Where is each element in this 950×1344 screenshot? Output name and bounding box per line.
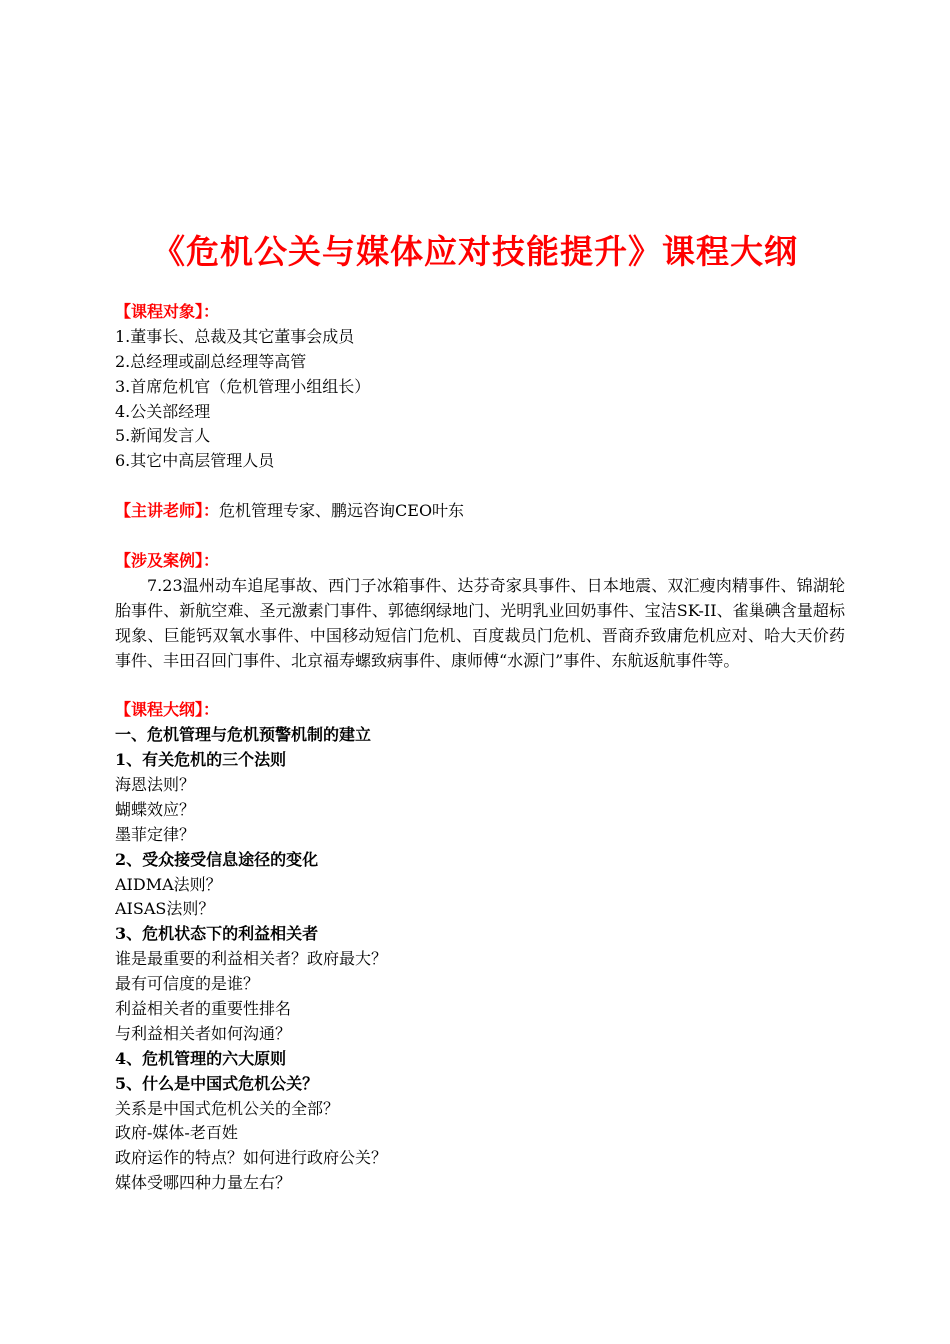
outline-section-heading: 一、危机管理与危机预警机制的建立 [115,725,372,745]
cases-label: 【涉及案例】： [115,550,220,570]
outline-item: 媒体受哪四种力量左右？ [115,1173,292,1193]
outline-section-heading: 2、受众接受信息途径的变化 [115,849,319,869]
outline-item: 最有可信度的是谁？ [115,974,260,994]
spacer [115,673,845,698]
outline-heading [115,698,845,723]
outline-list [115,723,845,1196]
audience-item: 5.新闻发言人 [115,426,211,446]
outline-section-heading: 5、什么是中国式危机公关？ [115,1073,319,1093]
outline-item: 与利益相关者如何沟通？ [115,1023,292,1043]
outline-item: 墨菲定律？ [115,824,196,844]
lecturer-label: 【主讲老师】： [115,501,220,521]
outline-item: 政府-媒体-老百姓 [115,1123,238,1143]
outline-item: 关系是中国式危机公关的全部？ [115,1098,340,1118]
outline-item: 海恩法则？ [115,774,196,794]
outline-section-heading: 4、危机管理的六大原则 [115,1048,287,1068]
spacer [115,474,845,499]
outline-label: 【课程大纲】： [115,700,220,720]
outline-section-heading: 1、有关危机的三个法则 [115,750,287,770]
audience-item: 2.总经理或副总经理等高管 [115,351,307,371]
audience-item: 4.公关部经理 [115,401,211,421]
cases-heading [115,549,845,574]
spacer [115,524,845,549]
outline-item: 谁是最重要的利益相关者？政府最大？ [115,949,388,969]
cases-paragraph: 7.23温州动车追尾事故、西门子冰箱事件、达芬奇家具事件、日本地震、双汇瘦肉精事件、锦湖轮胎事件、新航空难、圣元激素门事件、郭德纲绿地门、光明乳业回奶事件、宝洁SK-II、雀巢碘含量超标现象、巨能钙双氧水事件、中国移动短信门危机、百度裁员门危机、晋商乔致庸危机应对、哈大天价药事件、丰田召回门事件、北京福寿螺致病事件、康师傅“水源门”事件、东航返航事件等。 [115,575,845,670]
outline-item: AISAS法则？ [115,899,215,919]
document-title: 《危机公关与媒体应对技能提升》课程大纲 [152,232,798,271]
audience-item: 1.董事长、总裁及其它董事会成员 [115,326,355,346]
document-body [115,300,845,1196]
lecturer-value: 危机管理专家、鹏远咨询CEO叶东 [219,501,465,521]
outline-item: 利益相关者的重要性排名 [115,999,292,1018]
outline-item: 蝴蝶效应？ [115,799,196,819]
outline-item: 政府运作的特点？如何进行政府公关？ [115,1148,388,1168]
outline-item: AIDMA法则？ [115,874,222,894]
audience-item: 6.其它中高层管理人员 [115,451,275,471]
audience-label: 【课程对象】： [115,302,220,321]
outline-section-heading: 3、危机状态下的利益相关者 [115,924,319,944]
audience-heading [115,300,845,325]
audience-item: 3.首席危机官（危机管理小组组长） [115,376,371,396]
lecturer-line [115,499,845,524]
